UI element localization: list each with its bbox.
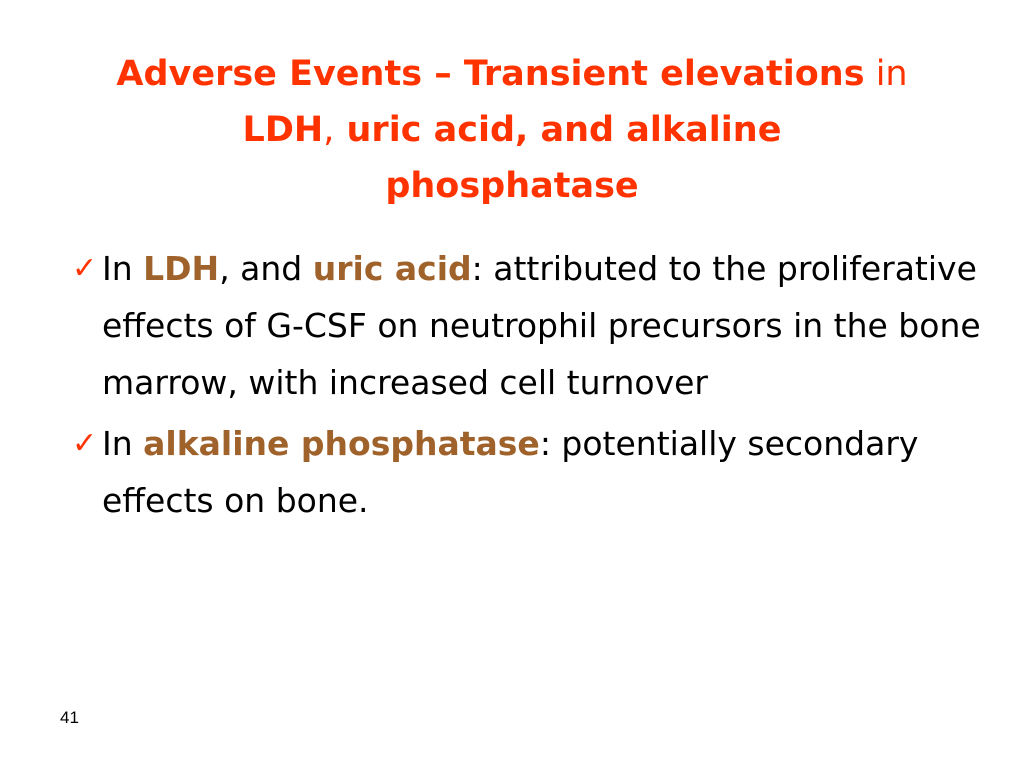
title-part-ldh: LDH xyxy=(242,110,324,150)
bullet-body: : potentially secondary effects on bone. xyxy=(102,424,919,520)
keyword-ldh: LDH xyxy=(143,249,220,288)
page-number: 41 xyxy=(60,708,79,727)
checkmark-icon: ✓ xyxy=(72,251,98,286)
title-part-comma: , xyxy=(323,110,335,150)
bullet-lead: In xyxy=(102,249,144,288)
title-part-in: in xyxy=(864,54,908,94)
bullet-text xyxy=(102,424,918,520)
title-part-main: Adverse Events – Transient elevations xyxy=(116,54,865,94)
checkmark-icon: ✓ xyxy=(72,426,98,461)
bullet-text xyxy=(102,249,981,402)
title-part-uric: uric acid, and alkaline xyxy=(334,110,782,150)
bullet-item xyxy=(72,240,992,411)
bullet-body: : attributed to the proliferative effects of G-CSF on neutrophil precursors in the bone marrow, with increased cell turnover xyxy=(102,249,981,402)
bullet-item xyxy=(72,415,992,529)
keyword-alkaline-phosphatase: alkaline phosphatase xyxy=(143,424,540,463)
bullet-connector: , and xyxy=(219,249,313,288)
keyword-uric-acid: uric acid xyxy=(312,249,472,288)
bullet-list xyxy=(72,240,992,533)
slide-title xyxy=(40,46,984,214)
bullet-lead: In xyxy=(102,424,144,463)
title-part-phosphatase: phosphatase xyxy=(385,166,639,206)
